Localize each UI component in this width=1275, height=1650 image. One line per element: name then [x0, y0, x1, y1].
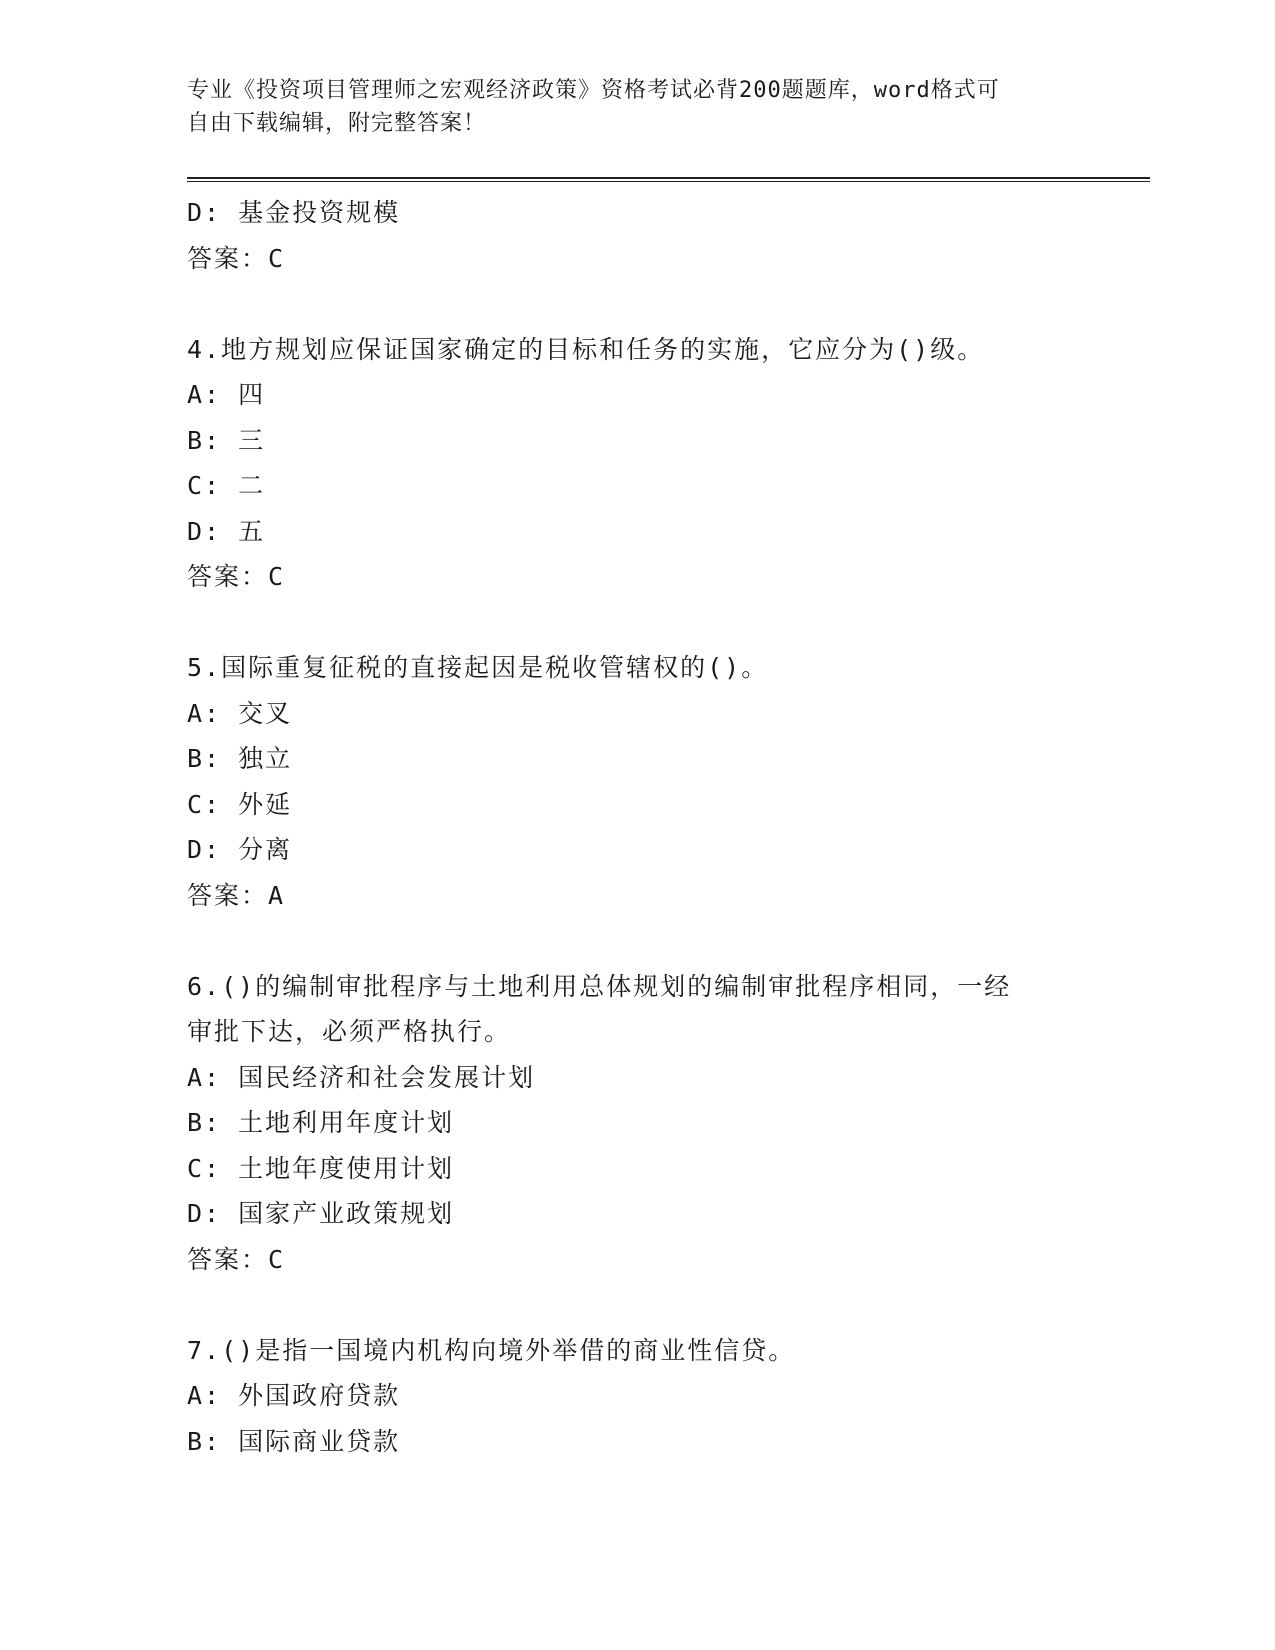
question-text: 5.国际重复征税的直接起因是税收管辖权的()。: [187, 653, 769, 682]
option-d: D: 分离: [187, 835, 293, 864]
option-c: C: 土地年度使用计划: [187, 1153, 455, 1183]
spacer: [187, 281, 1087, 327]
option-b: B: 独立: [187, 744, 293, 773]
header-divider: [187, 177, 1150, 182]
option-b: B: 三: [187, 425, 266, 455]
option-a: A: 国民经济和社会发展计划: [187, 1062, 536, 1092]
question-3-tail: [187, 190, 1087, 281]
question-text: 4.地方规划应保证国家确定的目标和任务的实施，它应分为()级。: [187, 334, 985, 364]
answer: 答案：C: [187, 243, 286, 273]
option-b: B: 国际商业贷款: [187, 1426, 401, 1456]
question-7: [187, 1328, 1087, 1465]
question-list: [187, 190, 1087, 1464]
option-c: C: 二: [187, 471, 266, 500]
option-d: D: 国家产业政策规划: [187, 1199, 455, 1228]
answer: 答案：C: [187, 1244, 286, 1274]
document-header: [187, 74, 1067, 140]
option-a: A: 四: [187, 380, 266, 409]
option-d: D: 基金投资规模: [187, 198, 401, 227]
option-a: A: 交叉: [187, 698, 293, 728]
answer: 答案：A: [187, 880, 286, 910]
question-6: [187, 964, 1087, 1283]
question-text: 7.()是指一国境内机构向境外举借的商业性信贷。: [187, 1335, 796, 1365]
option-c: C: 外延: [187, 789, 293, 819]
question-text-line-1: 6.()的编制审批程序与土地利用总体规划的编制审批程序相同，一经: [187, 971, 1012, 1001]
spacer: [187, 1282, 1087, 1328]
option-a: A: 外国政府贷款: [187, 1381, 401, 1410]
answer: 答案：C: [187, 562, 286, 591]
option-b: B: 土地利用年度计划: [187, 1108, 455, 1137]
option-d: D: 五: [187, 516, 266, 546]
header-line-1: 专业《投资项目管理师之宏观经济政策》资格考试必背200题题库，word格式可: [187, 78, 1000, 103]
question-text-line-2: 审批下达，必须严格执行。: [187, 1017, 512, 1046]
question-4: [187, 327, 1087, 600]
question-5: [187, 645, 1087, 918]
spacer: [187, 600, 1087, 646]
header-line-2: 自由下载编辑，附完整答案！: [187, 111, 487, 136]
spacer: [187, 918, 1087, 964]
